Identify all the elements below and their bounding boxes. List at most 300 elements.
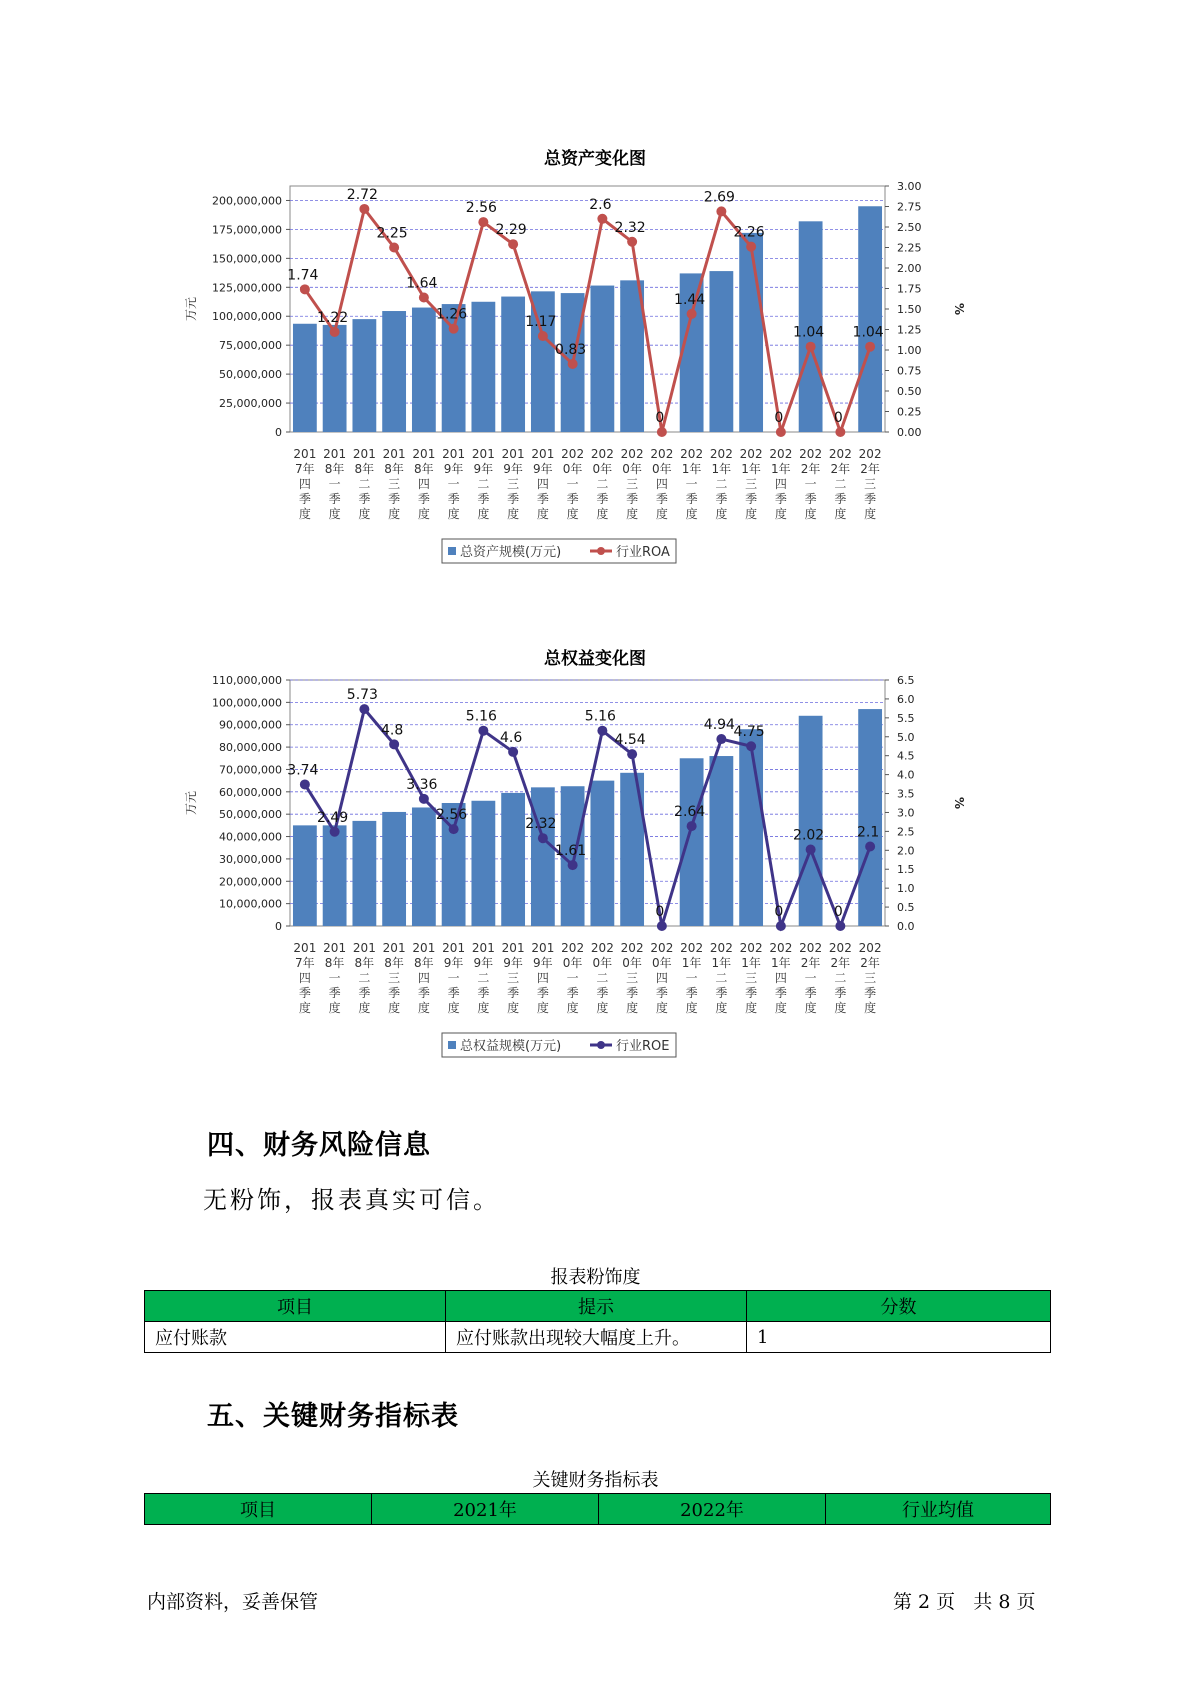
y-tick-label: 50,000,000 [219, 808, 282, 822]
x-tick-label: 四 [417, 971, 430, 985]
x-tick-label: 三 [745, 477, 758, 491]
x-tick-label: 9年 [503, 956, 523, 970]
x-tick-label: 四 [298, 971, 311, 985]
y2-tick-label: 3.5 [897, 787, 915, 801]
x-tick-label: 202 [620, 447, 644, 461]
line-point [449, 324, 459, 334]
data-label: 0 [833, 410, 843, 426]
footer-confidential-note: 内部资料，妥善保管 [147, 1591, 319, 1613]
x-tick-label: 0年 [592, 956, 613, 970]
x-tick-label: 一 [447, 477, 460, 491]
x-tick-label: 8年 [384, 462, 404, 476]
x-tick-label: 季 [298, 492, 311, 506]
x-tick-label: 季 [864, 986, 877, 1000]
data-label: 1.04 [852, 324, 884, 341]
x-tick-label: 三 [507, 971, 520, 985]
chart-title: 总权益变化图 [544, 649, 646, 669]
x-tick-label: 度 [596, 507, 609, 521]
x-tick-label: 1年 [771, 956, 791, 970]
chart-title: 总资产变化图 [544, 149, 646, 169]
x-tick-label: 三 [388, 971, 401, 985]
x-tick-label: 202 [739, 447, 763, 461]
x-tick-label: 季 [626, 986, 639, 1000]
x-tick-label: 1年 [741, 462, 761, 476]
x-tick-label: 201 [382, 447, 406, 461]
y-tick-label: 0 [275, 920, 282, 933]
data-label: 1.17 [525, 314, 557, 331]
data-label: 2.32 [614, 219, 646, 236]
x-tick-label: 度 [328, 1001, 341, 1015]
x-tick-label: 季 [774, 492, 787, 506]
data-label: 4.8 [380, 722, 404, 739]
bar [531, 787, 555, 926]
line-point [359, 704, 369, 714]
data-label: 1.61 [555, 843, 587, 860]
data-label: 2.56 [465, 200, 497, 217]
bar [412, 807, 436, 926]
line-point [746, 741, 756, 751]
header-cell: 分数 [747, 1291, 1051, 1322]
x-tick-label: 四 [655, 971, 668, 985]
line-point [865, 842, 875, 852]
x-tick-label: 四 [536, 477, 549, 491]
data-label: 0 [833, 904, 843, 920]
x-tick-label: 202 [739, 941, 763, 955]
y2-tick-label: 0.0 [897, 920, 915, 933]
bar [799, 716, 823, 926]
x-tick-label: 三 [864, 971, 877, 985]
x-tick-label: 201 [442, 447, 466, 461]
x-tick-label: 201 [442, 941, 466, 955]
header-cell: 提示 [446, 1291, 747, 1322]
plot-frame [290, 186, 885, 432]
x-tick-label: 一 [685, 971, 698, 985]
total-equity-chart [180, 640, 1010, 1100]
x-tick-label: 二 [715, 477, 728, 491]
x-tick-label: 季 [566, 986, 579, 1000]
x-tick-label: 度 [774, 507, 787, 521]
x-tick-label: 202 [590, 941, 614, 955]
line-point [716, 734, 726, 744]
header-cell: 行业均值 [826, 1494, 1051, 1525]
y2-tick-label: 1.25 [897, 323, 922, 337]
y2-tick-label: 0.00 [897, 426, 922, 439]
header-cell: 2021年 [372, 1494, 599, 1525]
y-tick-label: 175,000,000 [212, 223, 282, 237]
y2-tick-label: 1.75 [897, 282, 922, 296]
line-point [657, 921, 667, 931]
line-point [657, 427, 667, 437]
line-point [330, 327, 340, 337]
x-tick-label: 2年 [860, 956, 880, 970]
line-point [865, 342, 875, 352]
y-tick-label: 100,000,000 [212, 310, 282, 324]
header-cell: 2022年 [599, 1494, 826, 1525]
data-label: 1.74 [287, 267, 319, 284]
x-tick-label: 一 [566, 477, 579, 491]
x-tick-label: 8年 [324, 462, 345, 476]
bar [590, 286, 614, 432]
x-tick-label: 8年 [414, 462, 434, 476]
x-tick-label: 二 [477, 971, 490, 985]
x-tick-label: 度 [566, 507, 579, 521]
line-point [806, 342, 816, 352]
bar [323, 325, 347, 432]
x-tick-label: 四 [655, 477, 668, 491]
x-tick-label: 度 [477, 507, 490, 521]
y-tick-label: 25,000,000 [219, 397, 282, 411]
x-tick-label: 度 [596, 1001, 609, 1015]
line-point [687, 821, 697, 831]
x-tick-label: 202 [858, 941, 882, 955]
line-point [627, 749, 637, 759]
x-tick-label: 202 [561, 447, 585, 461]
x-tick-label: 9年 [533, 956, 553, 970]
data-label: 5.16 [465, 708, 497, 725]
x-tick-label: 0年 [562, 956, 583, 970]
x-tick-label: 202 [650, 941, 674, 955]
y-tick-label: 75,000,000 [219, 339, 282, 353]
x-tick-label: 202 [769, 447, 793, 461]
x-tick-label: 9年 [533, 462, 553, 476]
x-tick-label: 季 [745, 492, 758, 506]
data-label: 4.54 [614, 732, 646, 749]
data-label: 5.16 [584, 708, 616, 725]
data-label: 2.72 [346, 186, 378, 203]
x-tick-label: 度 [655, 507, 668, 521]
total-assets-chart-svg [180, 176, 1010, 616]
x-tick-label: 度 [804, 1001, 817, 1015]
x-tick-label: 季 [536, 986, 549, 1000]
header-cell: 项目 [145, 1494, 372, 1525]
x-tick-label: 一 [804, 477, 817, 491]
x-tick-label: 季 [388, 986, 401, 1000]
x-tick-label: 二 [596, 477, 609, 491]
x-tick-label: 季 [804, 986, 817, 1000]
x-tick-label: 三 [626, 477, 639, 491]
x-tick-label: 度 [864, 507, 877, 521]
line-point [300, 779, 310, 789]
indicators-section-heading: 五、关键财务指标表 [207, 1401, 459, 1432]
y2-tick-label: 2.25 [897, 241, 922, 255]
x-tick-label: 201 [412, 941, 436, 955]
x-tick-label: 度 [358, 507, 371, 521]
line-point [359, 204, 369, 214]
y2-tick-label: 0.50 [897, 385, 922, 398]
line-point [419, 794, 429, 804]
bar [709, 271, 733, 432]
x-tick-label: 季 [328, 492, 341, 506]
x-tick-label: 度 [685, 507, 698, 521]
x-tick-label: 1年 [771, 462, 791, 476]
x-tick-label: 8年 [354, 462, 375, 476]
x-tick-label: 季 [388, 492, 401, 506]
y-tick-label: 125,000,000 [212, 281, 282, 295]
data-label: 4.75 [733, 724, 765, 741]
x-tick-label: 季 [507, 492, 520, 506]
x-tick-label: 季 [328, 986, 341, 1000]
bar [501, 793, 525, 926]
x-tick-label: 202 [561, 941, 585, 955]
risk-text: 无粉饰，报表真实可信。 [203, 1186, 500, 1214]
line-point [806, 845, 816, 855]
y-tick-label: 80,000,000 [219, 741, 282, 755]
x-tick-label: 二 [834, 477, 847, 491]
y2-tick-label: 4.5 [897, 749, 915, 763]
legend-bar-swatch [448, 547, 456, 555]
y2-tick-label: 5.5 [897, 711, 915, 725]
x-tick-label: 8年 [384, 956, 404, 970]
data-label: 0 [774, 410, 784, 426]
bar [858, 206, 882, 432]
x-tick-label: 202 [680, 447, 704, 461]
y-axis-label: 万元 [184, 296, 198, 322]
x-tick-label: 9年 [443, 956, 464, 970]
data-label: 3.36 [406, 776, 438, 793]
line-point [449, 824, 459, 834]
x-tick-label: 季 [477, 492, 490, 506]
bar [293, 324, 317, 432]
x-tick-label: 201 [293, 941, 317, 955]
x-tick-label: 202 [828, 941, 852, 955]
x-tick-label: 四 [774, 971, 787, 985]
x-tick-label: 度 [626, 507, 639, 521]
y2-tick-label: 4.0 [897, 768, 915, 782]
y2-tick-label: 0.25 [897, 405, 922, 419]
y2-tick-label: 1.50 [897, 303, 922, 316]
bar [352, 319, 376, 432]
data-label: 0.83 [555, 341, 587, 358]
x-tick-label: 202 [709, 941, 733, 955]
x-tick-label: 2年 [830, 956, 851, 970]
x-tick-label: 度 [655, 1001, 668, 1015]
x-tick-label: 一 [328, 477, 341, 491]
bar [352, 821, 376, 926]
y-tick-label: 110,000,000 [212, 674, 282, 687]
x-tick-label: 季 [655, 492, 668, 506]
x-tick-label: 201 [531, 941, 555, 955]
data-label: 2.64 [674, 804, 706, 821]
x-tick-label: 季 [834, 986, 847, 1000]
x-tick-label: 季 [566, 492, 579, 506]
x-tick-label: 0年 [592, 462, 613, 476]
x-tick-label: 一 [804, 971, 817, 985]
data-label: 2.26 [733, 224, 765, 241]
x-tick-label: 201 [352, 941, 376, 955]
x-tick-label: 0年 [652, 956, 672, 970]
table-cell: 应付账款出现较大幅度上升。 [446, 1322, 747, 1353]
y-tick-label: 40,000,000 [219, 830, 282, 844]
x-tick-label: 度 [417, 507, 430, 521]
x-tick-label: 度 [417, 1001, 430, 1015]
x-tick-label: 四 [417, 477, 430, 491]
bar [471, 302, 495, 432]
x-tick-label: 201 [471, 447, 495, 461]
bar [382, 812, 406, 926]
x-tick-label: 四 [536, 971, 549, 985]
header-cell: 项目 [145, 1291, 446, 1322]
data-label: 2.56 [436, 807, 468, 824]
x-tick-label: 9年 [503, 462, 523, 476]
x-tick-label: 202 [620, 941, 644, 955]
x-tick-label: 度 [834, 507, 847, 521]
data-label: 1.22 [317, 309, 349, 326]
y2-tick-label: 6.0 [897, 692, 915, 706]
data-label: 0 [655, 410, 665, 426]
x-tick-label: 7年 [295, 956, 315, 970]
line-point [687, 309, 697, 319]
legend-label: 行业ROA [616, 545, 670, 560]
y-tick-label: 60,000,000 [219, 785, 282, 799]
x-tick-label: 度 [507, 507, 520, 521]
indicator-table-caption: 关键财务指标表 [532, 1470, 659, 1491]
whitewash-table-caption: 报表粉饰度 [550, 1267, 641, 1288]
x-tick-label: 2年 [800, 462, 821, 476]
x-tick-label: 202 [828, 447, 852, 461]
data-label: 0 [655, 904, 665, 920]
x-tick-label: 季 [447, 986, 460, 1000]
data-label: 2.69 [703, 189, 735, 206]
x-tick-label: 一 [685, 477, 698, 491]
data-label: 0 [774, 904, 784, 920]
legend-label: 总资产规模(万元) [460, 545, 562, 560]
x-tick-label: 二 [596, 971, 609, 985]
line-point [776, 921, 786, 931]
x-tick-label: 季 [655, 986, 668, 1000]
x-tick-label: 二 [834, 971, 847, 985]
x-tick-label: 7年 [295, 462, 315, 476]
x-tick-label: 度 [536, 1001, 549, 1015]
line-point [835, 427, 845, 437]
x-tick-label: 度 [358, 1001, 371, 1015]
x-tick-label: 度 [388, 507, 401, 521]
legend-line-marker [597, 1041, 605, 1049]
line-point [597, 726, 607, 736]
x-tick-label: 201 [382, 941, 406, 955]
line-point [478, 726, 488, 736]
line-point [538, 833, 548, 843]
x-tick-label: 季 [685, 492, 698, 506]
y-tick-label: 90,000,000 [219, 718, 282, 732]
x-tick-label: 0年 [562, 462, 583, 476]
x-tick-label: 度 [566, 1001, 579, 1015]
x-tick-label: 202 [858, 447, 882, 461]
line-point [627, 237, 637, 247]
y-tick-label: 70,000,000 [219, 763, 282, 777]
x-tick-label: 8年 [414, 956, 434, 970]
x-tick-label: 202 [709, 447, 733, 461]
x-tick-label: 1年 [681, 462, 702, 476]
x-tick-label: 度 [477, 1001, 490, 1015]
x-tick-label: 1年 [711, 462, 732, 476]
x-tick-label: 季 [507, 986, 520, 1000]
x-tick-label: 季 [834, 492, 847, 506]
y-axis-label: 万元 [184, 790, 198, 816]
bar [709, 756, 733, 926]
data-label: 1.26 [436, 306, 468, 323]
x-tick-label: 度 [507, 1001, 520, 1015]
data-label: 5.73 [346, 687, 378, 704]
line-point [478, 217, 488, 227]
x-tick-label: 度 [834, 1001, 847, 1015]
x-tick-label: 度 [298, 507, 311, 521]
line-point [597, 214, 607, 224]
y2-tick-label: 2.50 [897, 221, 922, 234]
y-tick-label: 150,000,000 [212, 252, 282, 266]
table-header-row [145, 1291, 1051, 1322]
x-tick-label: 度 [804, 507, 817, 521]
risk-section-heading: 四、财务风险信息 [207, 1130, 431, 1161]
table-header-row [145, 1494, 1051, 1525]
x-tick-label: 三 [745, 971, 758, 985]
bar [323, 825, 347, 926]
line-point [508, 239, 518, 249]
y-tick-label: 30,000,000 [219, 852, 282, 866]
y2-axis-label: % [952, 796, 966, 810]
x-tick-label: 三 [507, 477, 520, 491]
data-label: 2.1 [856, 824, 880, 841]
total-equity-chart-svg [180, 670, 1010, 1110]
y-tick-label: 10,000,000 [219, 897, 282, 911]
data-label: 2.02 [793, 827, 825, 844]
line-point [835, 921, 845, 931]
x-tick-label: 202 [769, 941, 793, 955]
line-point [300, 284, 310, 294]
x-tick-label: 季 [358, 492, 371, 506]
x-tick-label: 度 [715, 1001, 728, 1015]
x-tick-label: 度 [715, 507, 728, 521]
y2-tick-label: 5.0 [897, 730, 915, 744]
x-tick-label: 201 [471, 941, 495, 955]
x-tick-label: 一 [566, 971, 579, 985]
x-tick-label: 1年 [711, 956, 732, 970]
x-tick-label: 202 [799, 941, 823, 955]
legend-label: 总权益规模(万元) [460, 1039, 562, 1054]
bar [590, 781, 614, 926]
x-tick-label: 201 [323, 941, 347, 955]
x-tick-label: 二 [715, 971, 728, 985]
y2-tick-label: 1.0 [897, 882, 915, 896]
x-tick-label: 201 [293, 447, 317, 461]
x-tick-label: 季 [626, 492, 639, 506]
y2-tick-label: 2.75 [897, 200, 922, 214]
total-assets-chart [180, 140, 1010, 600]
x-tick-label: 0年 [622, 462, 642, 476]
x-tick-label: 季 [536, 492, 549, 506]
x-tick-label: 季 [864, 492, 877, 506]
y2-tick-label: 1.00 [897, 344, 922, 357]
x-tick-label: 201 [323, 447, 347, 461]
whitewash-table [144, 1290, 1051, 1353]
x-tick-label: 202 [650, 447, 674, 461]
data-label: 1.04 [793, 324, 825, 341]
table-cell: 1 [747, 1322, 1051, 1353]
x-tick-label: 季 [298, 986, 311, 1000]
x-tick-label: 季 [477, 986, 490, 1000]
x-tick-label: 三 [388, 477, 401, 491]
x-tick-label: 201 [531, 447, 555, 461]
x-tick-label: 四 [774, 477, 787, 491]
data-label: 2.49 [317, 809, 349, 826]
data-label: 2.6 [589, 196, 612, 213]
y2-tick-label: 3.00 [897, 180, 922, 193]
x-tick-label: 201 [412, 447, 436, 461]
x-tick-label: 季 [685, 986, 698, 1000]
x-tick-label: 度 [774, 1001, 787, 1015]
table-cell: 应付账款 [145, 1322, 446, 1353]
line-point [419, 293, 429, 303]
x-tick-label: 201 [352, 447, 376, 461]
